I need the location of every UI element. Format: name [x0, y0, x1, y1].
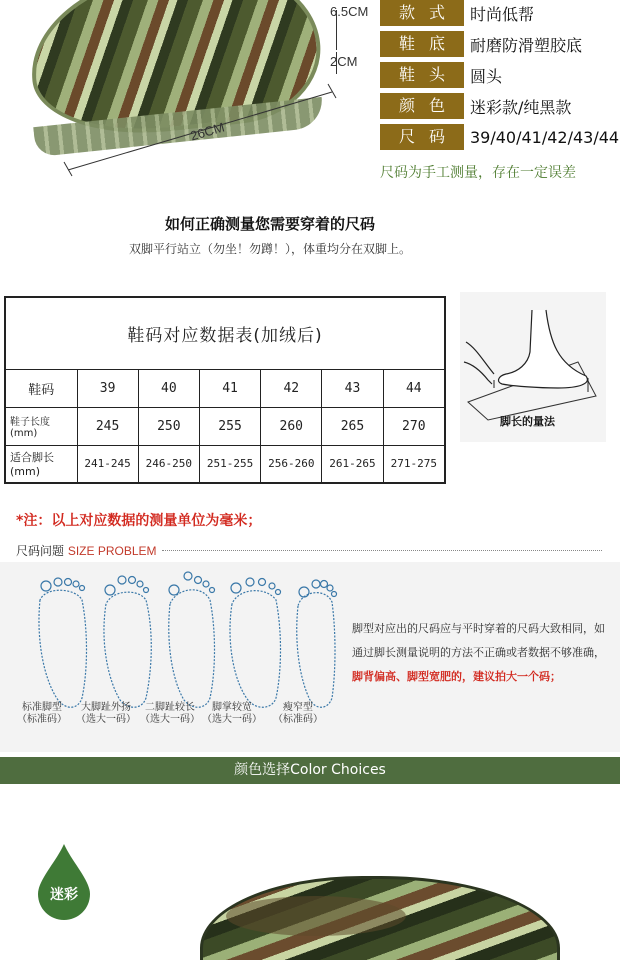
size-cell: 41 — [199, 369, 260, 407]
spec-row — [380, 124, 620, 150]
color-choices-bar: 颜色选择Color Choices — [0, 757, 620, 784]
foot-type-name: 标准脚型 — [22, 702, 62, 713]
spec-value: 迷彩款/纯黑款 — [470, 97, 572, 117]
foot-type-name: 二脚趾较长 — [145, 702, 195, 713]
spec-row — [380, 31, 620, 57]
row-label: 鞋码 — [5, 369, 77, 407]
spec-value: 时尚低帮 — [470, 4, 535, 24]
foot-type-label — [266, 702, 330, 726]
row-label: 鞋子长度(mm) — [5, 407, 77, 445]
size-chart-table — [4, 296, 446, 484]
size-cell: 40 — [138, 369, 199, 407]
foot-type-label — [10, 702, 74, 726]
foot-type-label — [74, 702, 138, 726]
spec-row — [380, 0, 620, 26]
shoe-length-cell: 265 — [322, 407, 383, 445]
spec-value: 39/40/41/42/43/44 — [470, 127, 620, 147]
length-dimension: 26CM — [188, 119, 227, 144]
foot-type-label — [200, 702, 264, 726]
size-row — [5, 369, 445, 407]
foot-type-advice: （选大一码） — [76, 714, 136, 725]
foot-type-advice: （标准码） — [273, 714, 323, 725]
spec-key: 鞋底 — [380, 31, 464, 57]
foot-length-cell: 241-245 — [77, 445, 138, 483]
foot-measure-caption: 脚长的量法 — [500, 415, 555, 428]
size-problem-heading — [16, 542, 157, 559]
shoe-length-cell: 270 — [383, 407, 445, 445]
heel-dimension: 2CM — [330, 54, 358, 69]
drop-icon — [38, 844, 90, 920]
shoe-length-cell: 260 — [261, 407, 322, 445]
heading-divider — [162, 550, 602, 551]
size-problem-text-1: 脚型对应出的尺码应与平时穿着的尺码大致相同，如 — [352, 622, 605, 635]
size-cell: 42 — [261, 369, 322, 407]
boot-opening — [226, 896, 406, 936]
foot-types-illustration — [30, 570, 350, 720]
size-cell: 43 — [322, 369, 383, 407]
shoe-length-cell: 250 — [138, 407, 199, 445]
foot-length-cell: 256-260 — [261, 445, 322, 483]
spec-value: 耐磨防滑塑胶底 — [470, 35, 583, 55]
camo-color-badge[interactable]: 迷彩 — [50, 887, 78, 903]
size-problem-text-2: 通过脚长测量说明的方法不正确或者数据不够准确， — [352, 646, 605, 659]
height-dimension: 6.5CM — [330, 4, 369, 19]
foot-length-cell: 271-275 — [383, 445, 445, 483]
foot-length-cell: 246-250 — [138, 445, 199, 483]
spec-key: 款式 — [380, 0, 464, 26]
foot-type-advice: （选大一码） — [140, 714, 200, 725]
shoe-length-row — [5, 407, 445, 445]
spec-key: 鞋头 — [380, 62, 464, 88]
foot-type-name: 瘦窄型 — [283, 702, 313, 713]
measurement-note: 尺码为手工测量，存在一定误差 — [380, 165, 576, 181]
spec-row — [380, 93, 620, 119]
foot-length-cell: 261-265 — [322, 445, 383, 483]
size-cell: 44 — [383, 369, 445, 407]
size-cell: 39 — [77, 369, 138, 407]
foot-length-row — [5, 445, 445, 483]
spec-row — [380, 62, 620, 88]
shoe-length-cell: 245 — [77, 407, 138, 445]
measure-title: 如何正确测量您需要穿着的尺码 — [164, 215, 375, 233]
color-choices-area — [0, 784, 620, 960]
shoe-length-cell: 255 — [199, 407, 260, 445]
measure-subtitle: 双脚平行站立（勿坐！勿蹲！），体重均分在双脚上。 — [128, 242, 411, 256]
spec-value: 圆头 — [470, 66, 503, 86]
foot-length-cell: 251-255 — [199, 445, 260, 483]
unit-note: *注：以上对应数据的测量单位为毫米； — [16, 513, 262, 529]
row-label: 适合脚长(mm) — [5, 445, 77, 483]
spec-key: 颜色 — [380, 93, 464, 119]
size-problem-heading-cn: 尺码问题 — [16, 544, 65, 558]
size-problem-text-3: 脚背偏高、脚型宽肥的，建议拍大一个码； — [352, 670, 561, 683]
size-problem-heading-en: SIZE PROBLEM — [67, 544, 157, 558]
product-spec-section — [0, 0, 620, 185]
size-problem-panel — [0, 562, 620, 752]
foot-type-name: 大脚趾外扬 — [81, 702, 131, 713]
spec-key: 尺码 — [380, 124, 464, 150]
foot-type-label — [138, 702, 202, 726]
foot-type-name: 脚掌较宽 — [212, 702, 252, 713]
size-chart-title: 鞋码对应数据表(加绒后) — [5, 297, 445, 369]
spec-table — [380, 0, 620, 155]
foot-type-advice: （标准码） — [17, 714, 67, 725]
foot-type-advice: （选大一码） — [202, 714, 262, 725]
